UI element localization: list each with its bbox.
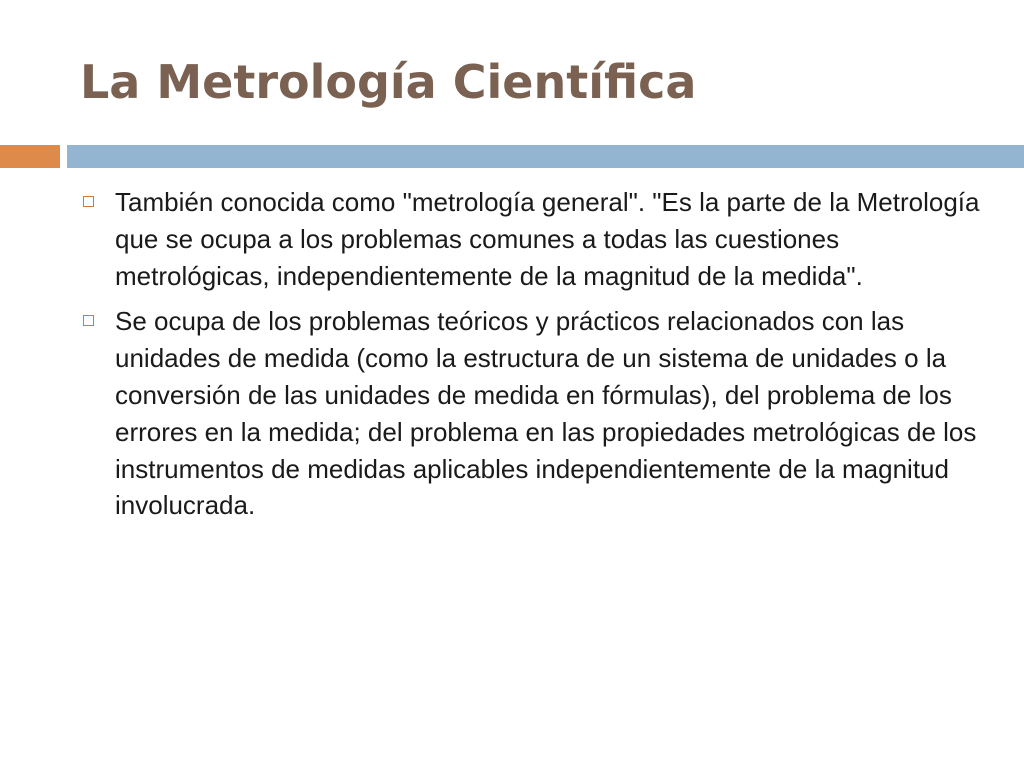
bullet-text: Se ocupa de los problemas teóricos y prácticos relacionados con las unidades de medida (como la estructura de un sistema de unidades o la conversión de las unidades de medida en fórmulas), del problema de los errores en la medida; del problema en las propiedades metrológicas de los instrumentos de medidas aplicables independientemente de la magnitud involucrada.	[115, 306, 977, 521]
bullet-item	[80, 184, 980, 294]
bullet-item	[80, 303, 980, 524]
accent-bar-blue	[67, 145, 1024, 168]
hollow-square-bullet-icon	[83, 196, 94, 207]
hollow-square-bullet-icon	[83, 315, 94, 326]
slide-title: La Metrología Científica	[80, 55, 697, 109]
bullet-list	[80, 184, 980, 524]
slide-content	[80, 184, 980, 533]
accent-bar-orange	[0, 145, 60, 168]
bullet-text: También conocida como "metrología general". "Es la parte de la Metrología que se ocupa a los problemas comunes a todas las cuestiones metrológicas, independientemente de la magnitud de la medida".	[115, 187, 980, 291]
